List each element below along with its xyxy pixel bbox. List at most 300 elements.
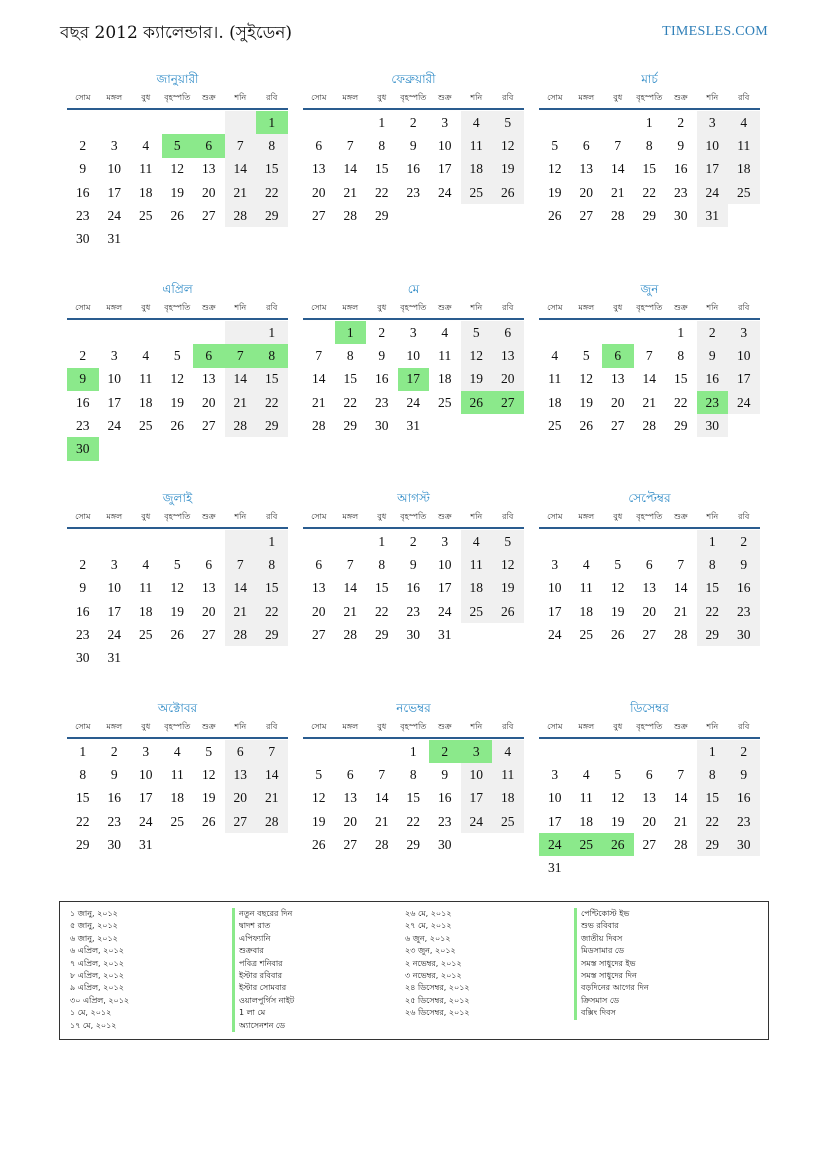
holiday-day-cell: 30 (67, 437, 99, 460)
day-cell: 21 (312, 394, 326, 410)
legend-line: পবিত্র শনিবার (239, 958, 283, 968)
day-cell: 22 (406, 813, 420, 829)
day-cell: 20 (202, 603, 216, 619)
day-cell: 23 (438, 813, 452, 829)
empty-day-cell (634, 740, 666, 763)
day-cell: 30 (728, 623, 760, 646)
day-cell: 19 (202, 790, 216, 806)
legend-line: ক্রিসমাস ডে (581, 995, 619, 1005)
day-cell: 24 (697, 181, 729, 204)
day-cell: 6 (205, 556, 213, 572)
day-cell: 23 (728, 810, 760, 833)
month-name: মার্চ (641, 72, 658, 86)
weekday-label: বৃহস্পতি (400, 93, 427, 102)
weekday-label: মঙ্গল (578, 512, 595, 521)
weekday-label: বৃহস্পতি (164, 93, 191, 102)
day-cell: 13 (343, 790, 357, 806)
day-cell: 30 (375, 417, 389, 433)
day-cell: 2 (728, 740, 760, 763)
day-cell: 30 (76, 650, 90, 666)
day-cell: 19 (611, 603, 625, 619)
empty-day-cell (67, 111, 99, 134)
day-cell: 12 (312, 790, 326, 806)
weekday-label: বৃহস্পতি (164, 303, 191, 312)
empty-day-cell (539, 111, 571, 134)
day-cell: 25 (461, 181, 493, 204)
day-cell: 22 (375, 603, 389, 619)
day-cell: 1 (256, 530, 288, 553)
day-cell: 11 (139, 371, 153, 387)
day-cell: 29 (697, 623, 729, 646)
weekday-label: সোম (311, 303, 327, 312)
legend-line: ৯ এপ্রিল, ২০১২ (70, 983, 124, 993)
day-cell: 15 (697, 787, 729, 810)
day-cell: 18 (492, 787, 524, 810)
day-cell: 4 (582, 556, 590, 572)
day-cell: 25 (170, 813, 184, 829)
day-cell: 29 (256, 414, 288, 437)
day-cell: 4 (441, 324, 449, 340)
day-cell: 11 (461, 134, 493, 157)
day-cell: 20 (611, 394, 625, 410)
weekday-label: বৃহস্পতি (400, 722, 427, 731)
weekday-label: শনি (706, 303, 719, 312)
weekday-label: সোম (311, 512, 327, 521)
empty-day-cell (162, 530, 194, 553)
day-cell: 29 (697, 833, 729, 856)
day-cell: 27 (312, 207, 326, 223)
weekday-label: শুক্র (201, 303, 216, 312)
day-cell: 29 (343, 417, 357, 433)
day-cell: 21 (343, 603, 357, 619)
day-cell: 11 (461, 553, 493, 576)
day-cell: 14 (674, 580, 688, 596)
holiday-day-cell: 25 (571, 833, 603, 856)
empty-day-cell (193, 227, 225, 250)
day-cell: 24 (107, 626, 121, 642)
weekday-label: মঙ্গল (106, 512, 123, 521)
month-block (67, 70, 288, 251)
holiday-day-cell: 24 (539, 833, 571, 856)
day-cell: 22 (375, 184, 389, 200)
day-cell: 16 (406, 161, 420, 177)
day-cell: 15 (375, 161, 389, 177)
day-cell: 17 (697, 158, 729, 181)
weekday-header (67, 299, 288, 318)
empty-day-cell (225, 437, 257, 460)
day-cell: 31 (438, 626, 452, 642)
legend-line: ১৭ মে, ২০১২ (70, 1020, 117, 1030)
day-cell: 17 (107, 603, 121, 619)
empty-day-cell (130, 437, 162, 460)
weekday-label: শুক্র (673, 512, 688, 521)
day-cell: 1 (697, 740, 729, 763)
weekday-label: শনি (706, 93, 719, 102)
day-cell: 9 (728, 763, 760, 786)
brand-logo-text[interactable]: TIMESLES.COM (662, 24, 768, 39)
day-cell: 24 (438, 603, 452, 619)
day-cell: 22 (256, 181, 288, 204)
empty-day-cell (99, 530, 131, 553)
day-cell: 21 (642, 394, 656, 410)
legend-line: ২৫ ডিসেম্বর, ২০১২ (405, 995, 470, 1005)
empty-day-cell (492, 623, 524, 646)
day-cell: 14 (256, 763, 288, 786)
legend-line: ইস্টার রবিবার (239, 970, 283, 980)
day-grid (67, 530, 288, 670)
day-cell: 18 (579, 813, 593, 829)
day-cell: 26 (611, 626, 625, 642)
day-cell: 2 (697, 321, 729, 344)
day-cell: 21 (343, 184, 357, 200)
day-cell: 17 (107, 184, 121, 200)
header-rule (303, 318, 524, 320)
day-cell: 13 (611, 371, 625, 387)
legend-line: পেন্টিকোস্ট ইভ (581, 909, 630, 918)
legend-line: ৩০ এপ্রিল, ২০১২ (70, 995, 130, 1005)
empty-day-cell (571, 740, 603, 763)
day-cell: 16 (107, 790, 121, 806)
day-cell: 29 (674, 417, 688, 433)
day-cell: 19 (548, 184, 562, 200)
day-cell: 13 (202, 580, 216, 596)
legend-line: জাতীয় দিবস (581, 933, 623, 943)
day-cell: 25 (492, 810, 524, 833)
weekday-label: সোম (547, 512, 563, 521)
empty-day-cell (162, 321, 194, 344)
empty-day-cell (492, 414, 524, 437)
empty-day-cell (162, 111, 194, 134)
day-cell: 5 (205, 743, 213, 759)
day-cell: 8 (79, 766, 87, 782)
empty-day-cell (665, 740, 697, 763)
day-cell: 19 (579, 394, 593, 410)
day-cell: 19 (312, 813, 326, 829)
day-cell: 3 (551, 556, 559, 572)
empty-day-cell (571, 530, 603, 553)
holiday-day-cell: 7 (225, 344, 257, 367)
day-cell: 9 (677, 137, 685, 153)
weekday-label: শনি (470, 93, 483, 102)
day-cell: 4 (142, 556, 150, 572)
empty-day-cell (303, 530, 335, 553)
day-cell: 15 (375, 580, 389, 596)
day-cell: 21 (674, 603, 688, 619)
day-cell: 12 (170, 371, 184, 387)
day-cell: 31 (139, 836, 153, 852)
weekday-label: সোম (75, 303, 91, 312)
legend-line: বড়দিনের আগের দিন (581, 983, 649, 993)
day-cell: 21 (225, 391, 257, 414)
holiday-legend (59, 901, 769, 1040)
legend-names-col-2 (574, 908, 649, 1020)
weekday-label: রবি (502, 303, 514, 312)
day-cell: 19 (492, 577, 524, 600)
month-block (67, 489, 288, 670)
day-cell: 25 (438, 394, 452, 410)
day-cell: 28 (225, 414, 257, 437)
empty-day-cell (193, 437, 225, 460)
empty-day-cell (193, 321, 225, 344)
weekday-label: রবি (738, 722, 750, 731)
day-cell: 6 (315, 556, 323, 572)
day-cell: 25 (728, 181, 760, 204)
empty-day-cell (429, 414, 461, 437)
day-cell: 20 (492, 368, 524, 391)
legend-line: ৫ জানু, ২০১২ (70, 921, 118, 931)
day-cell: 16 (674, 161, 688, 177)
empty-day-cell (335, 111, 367, 134)
day-cell: 5 (492, 530, 524, 553)
month-name: অক্টোবর (157, 701, 198, 715)
weekday-label: সোম (75, 93, 91, 102)
day-cell: 8 (697, 553, 729, 576)
day-cell: 1 (256, 321, 288, 344)
day-cell: 28 (225, 623, 257, 646)
day-cell: 15 (256, 577, 288, 600)
day-cell: 2 (677, 114, 685, 130)
empty-day-cell (602, 856, 634, 879)
month-block (539, 699, 760, 880)
day-grid (67, 111, 288, 251)
legend-line: নতুন বছরের দিন (239, 909, 293, 918)
legend-line: সমস্ত সাধুদের দিন (581, 970, 637, 980)
day-cell: 17 (139, 790, 153, 806)
day-cell: 15 (256, 158, 288, 181)
legend-line: বক্সিং দিবস (581, 1008, 616, 1018)
empty-day-cell (461, 414, 493, 437)
day-cell: 2 (79, 137, 87, 153)
legend-line: ইস্টার সোমবার (239, 983, 287, 993)
day-cell: 5 (173, 347, 181, 363)
month-block (303, 70, 524, 227)
day-cell: 15 (642, 161, 656, 177)
empty-day-cell (130, 321, 162, 344)
weekday-label: মঙ্গল (578, 722, 595, 731)
day-cell: 16 (76, 603, 90, 619)
day-cell: 28 (343, 626, 357, 642)
day-cell: 15 (343, 371, 357, 387)
day-cell: 10 (139, 766, 153, 782)
weekday-label: বুধ (377, 722, 387, 731)
empty-day-cell (67, 530, 99, 553)
day-cell: 4 (142, 137, 150, 153)
day-cell: 12 (202, 766, 216, 782)
header-rule (303, 527, 524, 529)
month-name: ফেব্রুয়ারী (391, 72, 436, 86)
day-cell: 19 (170, 394, 184, 410)
day-cell: 3 (110, 137, 118, 153)
empty-day-cell (571, 111, 603, 134)
day-cell: 17 (107, 394, 121, 410)
header-rule (67, 527, 288, 529)
day-cell: 10 (107, 580, 121, 596)
day-cell: 30 (438, 836, 452, 852)
weekday-label: শনি (706, 722, 719, 731)
empty-day-cell (461, 204, 493, 227)
day-cell: 23 (375, 394, 389, 410)
empty-day-cell (335, 740, 367, 763)
day-cell: 30 (406, 626, 420, 642)
weekday-label: শুক্র (437, 512, 452, 521)
day-cell: 6 (346, 766, 354, 782)
day-grid (67, 740, 288, 856)
day-cell: 28 (343, 207, 357, 223)
legend-line: ২৬ ডিসেম্বর, ২০১২ (405, 1008, 470, 1018)
day-cell: 20 (202, 184, 216, 200)
day-cell: 29 (76, 836, 90, 852)
weekday-label: শনি (470, 512, 483, 521)
day-cell: 4 (173, 743, 181, 759)
day-cell: 25 (548, 417, 562, 433)
empty-day-cell (225, 530, 257, 553)
day-cell: 22 (642, 184, 656, 200)
day-cell: 22 (697, 600, 729, 623)
day-cell: 27 (312, 626, 326, 642)
day-cell: 11 (139, 580, 153, 596)
holiday-day-cell: 23 (697, 391, 729, 414)
day-cell: 16 (406, 580, 420, 596)
empty-day-cell (193, 530, 225, 553)
weekday-label: বুধ (377, 93, 387, 102)
day-cell: 26 (202, 813, 216, 829)
weekday-label: শুক্র (673, 93, 688, 102)
day-cell: 12 (492, 553, 524, 576)
day-cell: 22 (697, 810, 729, 833)
holiday-day-cell: 17 (398, 368, 430, 391)
day-cell: 30 (728, 833, 760, 856)
day-cell: 21 (375, 813, 389, 829)
header-rule (303, 737, 524, 739)
day-cell: 12 (461, 344, 493, 367)
day-cell: 26 (170, 417, 184, 433)
day-cell: 16 (76, 184, 90, 200)
day-cell: 14 (343, 161, 357, 177)
day-cell: 14 (343, 580, 357, 596)
weekday-label: বুধ (141, 722, 151, 731)
empty-day-cell (602, 111, 634, 134)
day-grid (539, 740, 760, 880)
empty-day-cell (461, 833, 493, 856)
day-cell: 29 (375, 626, 389, 642)
day-cell: 20 (202, 394, 216, 410)
empty-day-cell (303, 111, 335, 134)
day-cell: 21 (225, 600, 257, 623)
day-cell: 10 (461, 763, 493, 786)
day-cell: 27 (579, 207, 593, 223)
day-cell: 29 (256, 623, 288, 646)
empty-day-cell (665, 530, 697, 553)
day-cell: 2 (110, 743, 118, 759)
empty-day-cell (162, 437, 194, 460)
day-cell: 12 (579, 371, 593, 387)
day-cell: 4 (142, 347, 150, 363)
day-cell: 23 (76, 207, 90, 223)
day-cell: 14 (312, 371, 326, 387)
weekday-header (303, 299, 524, 318)
day-cell: 13 (492, 344, 524, 367)
day-cell: 11 (170, 766, 184, 782)
day-cell: 14 (642, 371, 656, 387)
empty-day-cell (492, 833, 524, 856)
day-cell: 18 (139, 394, 153, 410)
weekday-label: রবি (266, 93, 278, 102)
weekday-label: শনি (234, 722, 247, 731)
day-cell: 14 (225, 158, 257, 181)
holiday-day-cell: 27 (492, 391, 524, 414)
weekday-label: বৃহস্পতি (164, 512, 191, 521)
day-cell: 20 (225, 787, 257, 810)
day-cell: 8 (697, 763, 729, 786)
empty-day-cell (539, 530, 571, 553)
month-name: মে (407, 282, 420, 296)
holiday-day-cell: 26 (602, 833, 634, 856)
day-cell: 7 (614, 137, 622, 153)
day-cell: 17 (548, 603, 562, 619)
legend-line: ৬ এপ্রিল, ২০১২ (70, 946, 124, 956)
header-rule (67, 737, 288, 739)
day-cell: 7 (225, 134, 257, 157)
weekday-label: মঙ্গল (342, 93, 359, 102)
day-grid (67, 321, 288, 461)
legend-line: 1 লা মে (239, 1008, 266, 1018)
header-rule (67, 318, 288, 320)
day-cell: 13 (202, 161, 216, 177)
legend-line: শুভ রবিবার (581, 921, 619, 931)
legend-names-col-1 (232, 908, 294, 1032)
weekday-label: সোম (75, 722, 91, 731)
day-cell: 19 (492, 158, 524, 181)
day-cell: 24 (461, 810, 493, 833)
day-cell: 7 (256, 740, 288, 763)
weekday-label: মঙ্গল (578, 93, 595, 102)
empty-day-cell (225, 646, 257, 669)
day-cell: 9 (79, 161, 87, 177)
day-cell: 18 (548, 394, 562, 410)
day-cell: 27 (225, 810, 257, 833)
day-cell: 17 (548, 813, 562, 829)
legend-line: ২ নভেম্বর, ২০১২ (405, 958, 462, 968)
day-cell: 27 (202, 626, 216, 642)
weekday-label: মঙ্গল (106, 93, 123, 102)
day-cell: 9 (441, 766, 449, 782)
weekday-label: বৃহস্পতি (164, 722, 191, 731)
day-cell: 1 (697, 530, 729, 553)
day-cell: 27 (611, 417, 625, 433)
day-cell: 4 (728, 111, 760, 134)
month-block (539, 70, 760, 227)
day-cell: 25 (461, 600, 493, 623)
day-cell: 26 (170, 207, 184, 223)
day-cell: 6 (645, 556, 653, 572)
day-cell: 5 (551, 137, 559, 153)
weekday-label: সোম (547, 303, 563, 312)
day-cell: 26 (492, 181, 524, 204)
empty-day-cell (492, 204, 524, 227)
weekday-label: শুক্র (437, 303, 452, 312)
day-cell: 18 (139, 603, 153, 619)
day-cell: 3 (110, 556, 118, 572)
day-cell: 25 (139, 626, 153, 642)
day-grid (539, 111, 760, 227)
header-rule (67, 108, 288, 110)
day-cell: 1 (677, 324, 685, 340)
empty-day-cell (366, 740, 398, 763)
month-block (67, 699, 288, 856)
day-cell: 12 (492, 134, 524, 157)
weekday-label: রবি (738, 303, 750, 312)
day-cell: 12 (611, 580, 625, 596)
